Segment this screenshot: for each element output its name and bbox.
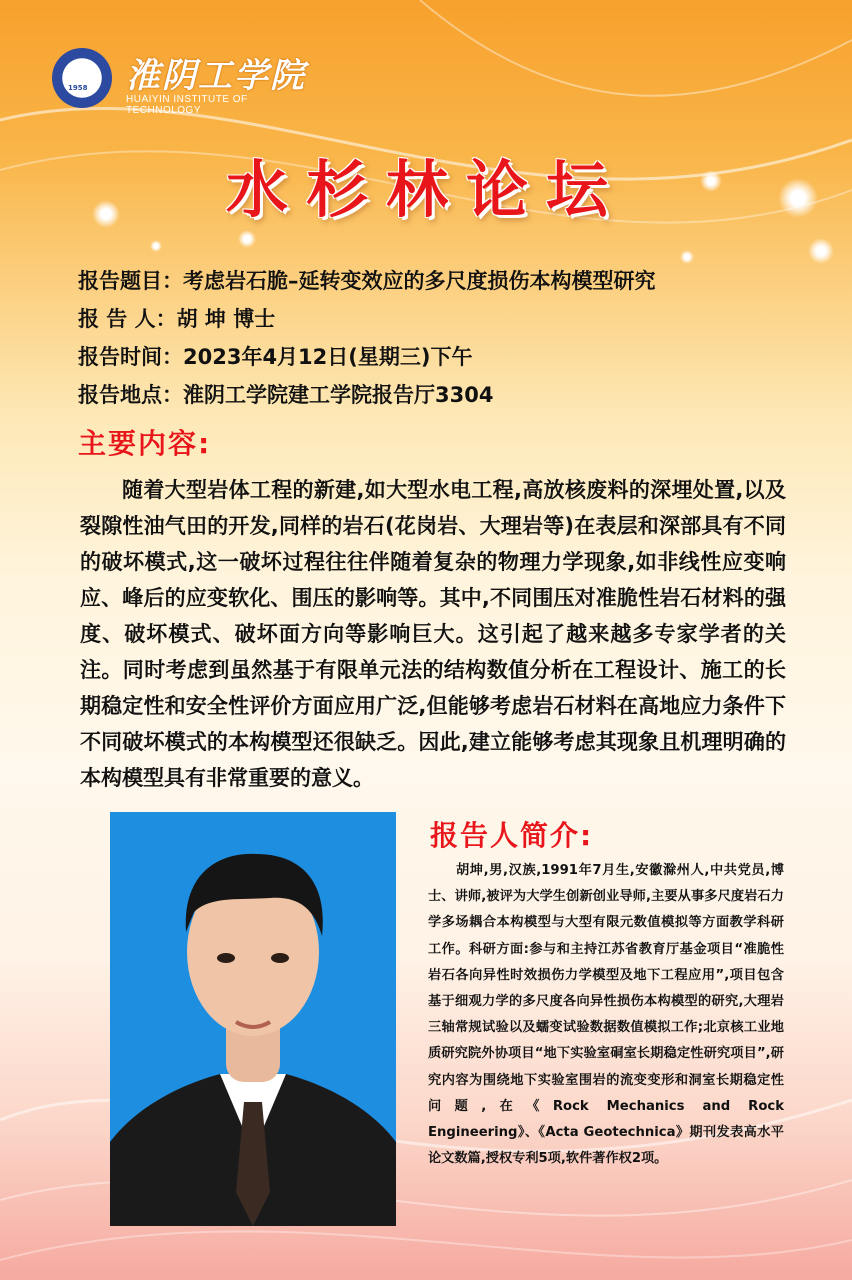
main-content-heading: 主要内容: (78, 427, 212, 460)
info-label: 报告时间： (78, 345, 183, 369)
main-content-text: 随着大型岩体工程的新建,如大型水电工程,高放核废料的深埋处置,以及裂隙性油气田的开发,同样的岩石(花岗岩、大理岩等)在表层和深部具有不同的破坏模式,这一破坏过程往往伴随着复杂的物理力学现象,如非线性应变响应、峰后的应变软化、围压的影响等。其中,不同围压对准脆性岩石材料的强度、破坏模式、破坏面方向等影响巨大。这引起了越来越多专家学者的关注。同时考虑到虽然基于有限单元法的结构数值分析在工程设计、施工的长期稳定性和安全性评价方面应用广泛,但能够考虑岩石材料在高地应力条件下不同破坏模式的本构模型还很缺乏。因此,建立能够考虑其现象且机理明确的本构模型具有非常重要的意义。 (80, 478, 786, 790)
sparkle-decoration (150, 240, 162, 252)
info-value: 胡 坤 博士 (176, 307, 276, 331)
info-label: 报 告 人： (78, 307, 177, 331)
page-title: 水杉林论坛 (225, 153, 626, 226)
info-value: 考虑岩石脆–延转变效应的多尺度损伤本构模型研究 (183, 269, 656, 293)
info-value: 淮阴工学院建工学院报告厅3304 (183, 383, 494, 407)
info-value: 2023年4月12日(星期三)下午 (183, 345, 473, 369)
logo-name-cn: 淮阴工学院 (126, 56, 306, 96)
info-row-time (78, 338, 656, 376)
speaker-photo (110, 812, 396, 1226)
report-info (78, 262, 656, 414)
logo-year: 1958 (68, 84, 88, 92)
logo-emblem-icon (52, 48, 112, 108)
speaker-portrait-icon (110, 812, 396, 1226)
info-row-location (78, 376, 656, 414)
speaker-bio-text: 胡坤,男,汉族,1991年7月生,安徽滁州人,中共党员,博士、讲师,被评为大学生创新创业导师,主要从事多尺度岩石力学多场耦合本构模型与大型有限元数值模拟等方面教学科研工作。科研方面:参与和主持江苏省教育厅基金项目“准脆性岩石各向异性时效损伤力学模型及地下工程应用”,项目包含基于细观力学的多尺度各向异性损伤本构模型的研究,大理岩三轴常规试验以及蠕变试验数据数值模拟工作;北京核工业地质研究院外协项目“地下实验室硐室长期稳定性研究项目”,研究内容为围绕地下实验室围岩的流变变形和洞室长期稳定性问题,在《Rock Mechanics and Rock Engineering》、《Acta Geotechnica》期刊发表高水平论文数篇,授权专利5项,软件著作权2项。 (428, 863, 784, 1167)
speaker-bio-heading: 报告人简介: (430, 819, 594, 852)
sparkle-decoration (808, 238, 834, 264)
sparkle-decoration (680, 250, 694, 264)
info-label: 报告题目： (78, 269, 183, 293)
info-row-speaker (78, 300, 656, 338)
info-label: 报告地点： (78, 383, 183, 407)
school-logo (52, 46, 322, 116)
sparkle-decoration (238, 230, 256, 248)
info-row-topic (78, 262, 656, 300)
logo-name-en: HUAIYIN INSTITUTE OF TECHNOLOGY (126, 94, 248, 116)
